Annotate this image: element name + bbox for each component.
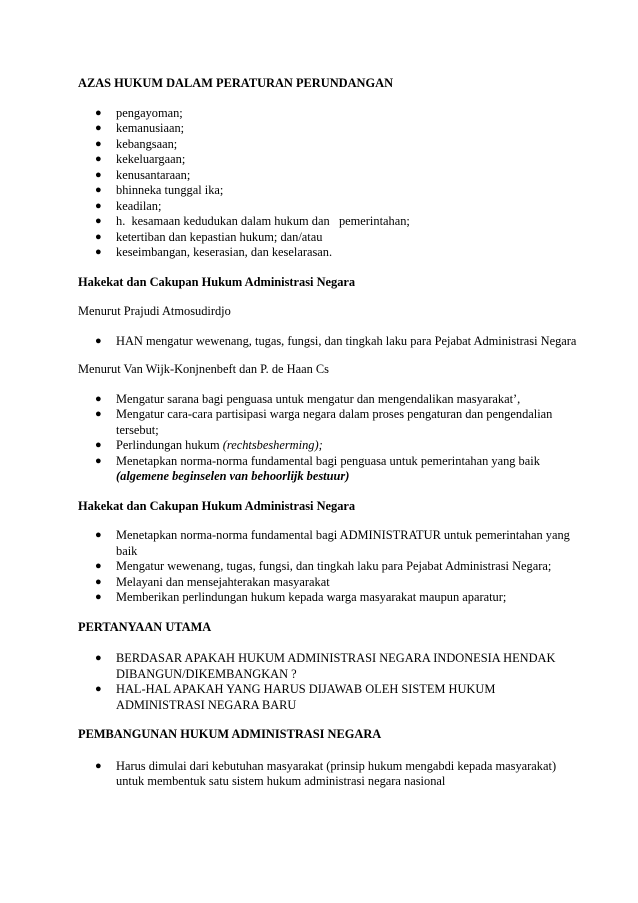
subheading-van-wijk: Menurut Van Wijk-Konjnenbeft dan P. de Haan Cs [78, 362, 329, 376]
list-azas-hukum [78, 106, 578, 261]
bullet-icon: ● [95, 246, 102, 258]
list-item: ● Mengatur wewenang, tugas, fungsi, dan tingkah laku para Pejabat Administrasi Negara; [95, 559, 552, 573]
bullet-icon: ● [95, 759, 102, 772]
bullet-icon: ● [95, 529, 102, 541]
italic-term: (rechtsbesherming); [222, 438, 323, 452]
list-item: ● kebangsaan; [95, 136, 178, 151]
italic-bold-term: (algemene beginselen van behoorlijk bestuur) [116, 469, 350, 483]
bullet-icon: ● [95, 168, 102, 181]
bullet-icon: ● [95, 454, 102, 467]
list-van-wijk [78, 392, 578, 485]
list-item: ● bhinneka tunggal ika; [95, 183, 224, 197]
list-item: ● HAL-HAL APAKAH YANG HARUS DIJAWAB OLEH SISTEM HUKUM ADMINISTRASI NEGARA BARU [95, 682, 496, 712]
list-item: ● ketertiban dan kepastian hukum; dan/atau [95, 229, 323, 244]
bullet-icon: ● [95, 106, 102, 119]
subheading-prajudi: Menurut Prajudi Atmosudirdjo [78, 304, 231, 318]
bullet-icon: ● [95, 199, 102, 212]
list-item: ● HAN mengatur wewenang, tugas, fungsi, dan tingkah laku para Pejabat Administrasi Negara [95, 333, 577, 348]
bullet-icon: ● [95, 122, 102, 134]
bullet-icon: ● [95, 230, 102, 243]
list-item: ● Memberikan perlindungan hukum kepada warga masyarakat maupun aparatur; [95, 590, 507, 604]
list-item: ● kenusantaraan; [95, 167, 191, 182]
document-page [78, 76, 578, 790]
heading-pembangunan-han: PEMBANGUNAN HUKUM ADMINISTRASI NEGARA [78, 727, 382, 741]
bullet-icon: ● [95, 560, 102, 572]
heading-hakekat-cakupan: Hakekat dan Cakupan Hukum Administrasi Negara [78, 274, 356, 289]
list-item: ● keseimbangan, keserasian, dan keselarasan. [95, 245, 333, 259]
heading-pertanyaan-utama: PERTANYAAN UTAMA [78, 619, 212, 634]
bullet-icon: ● [95, 392, 102, 405]
list-item: ● h. kesamaan kedudukan dalam hukum dan pemerintahan; [95, 214, 410, 228]
bullet-icon: ● [95, 137, 102, 150]
list-item: ● Menetapkan norma-norma fundamental bagi ADMINISTRATUR untuk pemerintahan yang baik [95, 528, 570, 558]
list-item: ● kekeluargaan; [95, 152, 186, 166]
bullet-icon: ● [95, 683, 102, 695]
list-item: ● Harus dimulai dari kebutuhan masyarakat (prinsip hukum mengabdi kepada masyarakat) untuk membentuk satu sistem hukum administrasi negara nasional [95, 758, 557, 788]
list-item: ● Mengatur cara-cara partisipasi warga negara dalam proses pengaturan dan pengendalian tersebut; [95, 407, 553, 437]
list-item: ● Mengatur sarana bagi penguasa untuk mengatur dan mengendalikan masyarakat’, [95, 391, 521, 406]
list-item: ● Perlindungan hukum (rechtsbesherming); [95, 438, 323, 452]
bullet-icon: ● [95, 439, 102, 451]
bullet-icon: ● [95, 334, 102, 347]
list-item: ● keadilan; [95, 198, 162, 213]
heading-azas-hukum: AZAS HUKUM DALAM PERATURAN PERUNDANGAN [78, 76, 394, 90]
bullet-icon: ● [95, 408, 102, 420]
list-item: ● Melayani dan mensejahterakan masyarakat [95, 574, 330, 589]
list-prajudi [78, 334, 578, 350]
list-pertanyaan-utama [78, 651, 578, 713]
list-item: ● pengayoman; [95, 105, 183, 120]
list-item: ● kemanusiaan; [95, 121, 185, 135]
list-item: ● Menetapkan norma-norma fundamental bagi penguasa untuk pemerintahan yang baik (algemene beginselen van behoorlijk bestuur) [95, 453, 540, 483]
bullet-icon: ● [95, 591, 102, 603]
heading-hakekat-cakupan-2: Hakekat dan Cakupan Hukum Administrasi Negara [78, 498, 356, 513]
bullet-icon: ● [95, 575, 102, 588]
list-hakekat-cakupan-2 [78, 528, 578, 606]
bullet-icon: ● [95, 184, 102, 196]
list-item: ● BERDASAR APAKAH HUKUM ADMINISTRASI NEGARA INDONESIA HENDAK DIBANGUN/DIKEMBANGKAN ? [95, 651, 556, 681]
bullet-icon: ● [95, 153, 102, 165]
bullet-icon: ● [95, 215, 102, 227]
bullet-icon: ● [95, 652, 102, 664]
list-pembangunan-han [78, 759, 578, 790]
